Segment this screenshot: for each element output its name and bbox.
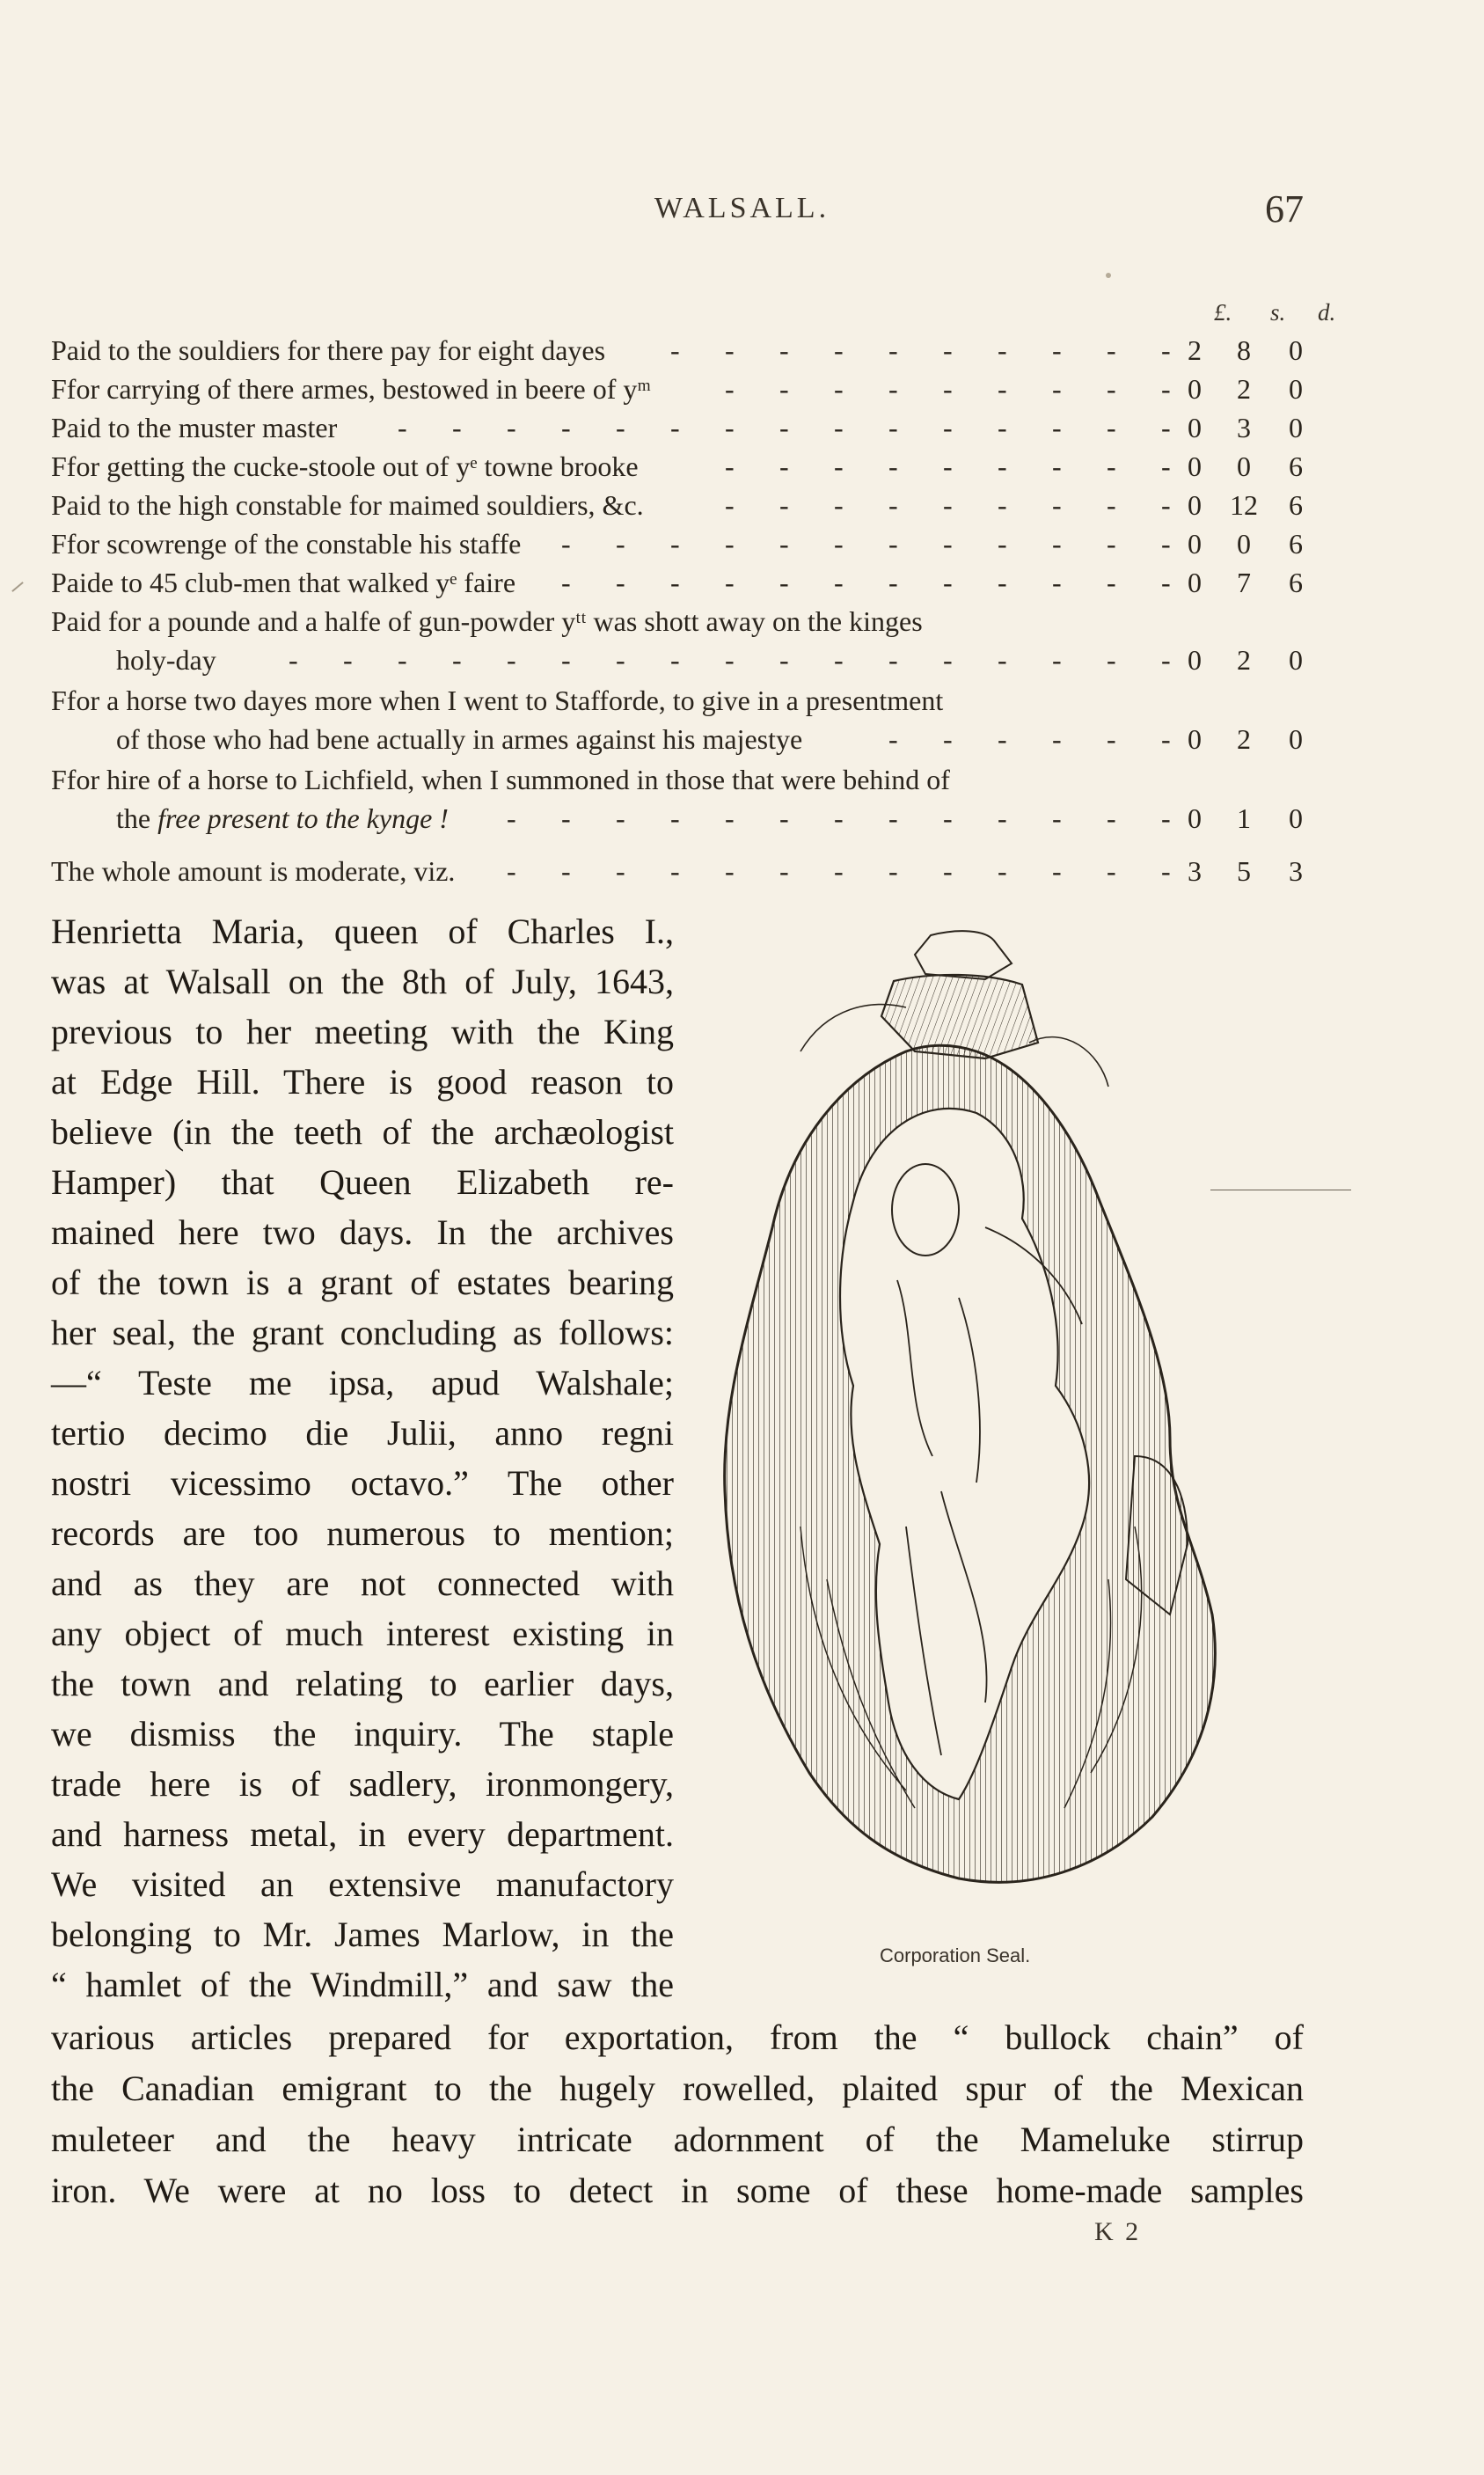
pounds-value: 0 [1188,802,1202,834]
pence-value: 6 [1289,567,1303,598]
dash: - [998,412,1007,443]
dash: - [888,567,898,598]
dash: - [998,489,1007,521]
dash: - [1107,855,1116,887]
page-number: 67 [1265,187,1304,231]
dash: - [1161,644,1171,676]
dash: - [616,528,625,560]
dash: - [1107,373,1116,405]
dash: - [1052,802,1062,834]
dash: - [1107,567,1116,598]
dash: - [1052,412,1062,443]
dash: - [561,528,571,560]
account-description: Ffor hire of a horse to Lichfield, when I summoned in those that were behind of [51,764,950,795]
account-description: Paid for a pounde and a halfe of gun-powder yᵗᵗ was shott away on the kinges [51,605,923,637]
dash: - [943,450,953,482]
dash: - [670,334,680,366]
dash: - [943,528,953,560]
body-text-line: Henrietta Maria, queen of Charles I., [51,912,674,951]
dash: - [1052,855,1062,887]
body-text-line: We visited an extensive manufactory [51,1864,674,1904]
ink-speck [1106,273,1111,278]
dash: - [888,412,898,443]
dash: - [834,644,844,676]
pence-value: 6 [1289,489,1303,521]
total-row [51,853,1303,889]
dash: - [1052,567,1062,598]
dash: - [725,855,735,887]
dash: - [1107,644,1116,676]
dash: - [616,412,625,443]
body-text-line: belonging to Mr. James Marlow, in the [51,1915,674,1954]
dash: - [507,412,516,443]
account-description-continued: of those who had bene actually in armes against his majestye [116,723,803,755]
body-text-line: muleteer and the heavy intricate adornment of the Mameluke stirrup [51,2120,1304,2159]
description-italic: free present to the kynge ! [157,802,449,834]
account-row [51,449,1303,484]
account-row [51,410,1303,445]
account-row [51,371,1303,406]
pence-header: d. [1318,299,1336,326]
dash: - [888,489,898,521]
dash: - [943,567,953,598]
dash: - [507,855,516,887]
dash: - [1107,412,1116,443]
shillings-value: 12 [1230,489,1258,521]
dash: - [834,528,844,560]
description-prefix: the [116,802,158,834]
dash: - [888,334,898,366]
dash: - [452,412,462,443]
dash: - [398,412,407,443]
account-row-continued [51,642,1303,677]
shillings-value: 2 [1237,644,1251,676]
dash: - [834,802,844,834]
body-text-line: her seal, the grant concluding as follows: [51,1313,674,1352]
shillings-value: 8 [1237,334,1251,366]
dash: - [888,528,898,560]
shillings-value: 7 [1237,567,1251,598]
account-row [51,333,1303,368]
figure-caption: Corporation Seal. [880,1944,1031,1966]
dash: - [670,802,680,834]
dash: - [725,334,735,366]
body-text-line: was at Walsall on the 8th of July, 1643, [51,962,674,1001]
body-text-line: the Canadian emigrant to the hugely rowelled, plaited spur of the Mexican [51,2069,1304,2108]
dash: - [888,644,898,676]
margin-mark [11,582,24,592]
dash: - [670,528,680,560]
dash: - [725,567,735,598]
body-text-line: of the town is a grant of estates bearing [51,1263,674,1302]
dash: - [779,528,789,560]
dash: - [289,644,298,676]
dash: - [1161,373,1171,405]
dash: - [888,450,898,482]
running-header [0,187,1484,236]
dash: - [1161,489,1171,521]
dash: - [943,489,953,521]
total-label: The whole amount is moderate, viz. [51,855,456,887]
dash: - [1161,802,1171,834]
body-text-line: “ hamlet of the Windmill,” and saw the [51,1965,674,2004]
pounds-value: 0 [1188,723,1202,755]
body-text-line: believe (in the teeth of the archæologist [51,1112,674,1152]
pounds-value: 0 [1188,644,1202,676]
dash: - [779,644,789,676]
running-title: WALSALL. [654,192,830,224]
shillings-value: 5 [1237,855,1251,887]
account-description-continued: holy-day [116,644,216,676]
dash: - [779,412,789,443]
body-text-line: previous to her meeting with the King [51,1012,674,1051]
pounds-value: 0 [1188,528,1202,560]
dash: - [1052,644,1062,676]
account-description: Paid to the muster master [51,412,338,443]
dash: - [1107,489,1116,521]
dash: - [725,450,735,482]
body-text-line: various articles prepared for exportation, from the “ bullock chain” of [51,2017,1304,2057]
pounds-value: 0 [1188,489,1202,521]
dash: - [834,373,844,405]
dash: - [561,855,571,887]
dash: - [1161,528,1171,560]
dash: - [998,567,1007,598]
shillings-value: 1 [1237,802,1251,834]
dash: - [670,567,680,598]
wide-text-block [51,2012,1304,2216]
dash: - [888,802,898,834]
dash: - [998,334,1007,366]
dash: - [507,802,516,834]
corporation-seal-figure [695,911,1240,1966]
body-text-line: Hamper) that Queen Elizabeth re- [51,1162,674,1202]
shillings-value: 0 [1237,450,1251,482]
dash: - [561,644,571,676]
dash: - [998,450,1007,482]
dash: - [616,855,625,887]
pounds-value: 0 [1188,450,1202,482]
pounds-value: 0 [1188,412,1202,443]
dash: - [998,644,1007,676]
dash: - [561,802,571,834]
dash: - [725,373,735,405]
dash: - [616,644,625,676]
body-text-line: the town and relating to earlier days, [51,1664,674,1703]
account-description: Paid to the high constable for maimed souldiers, &c. [51,489,644,521]
pence-value: 0 [1289,802,1303,834]
pence-value: 6 [1289,528,1303,560]
dash: - [398,644,407,676]
dash: - [507,644,516,676]
dash: - [779,489,789,521]
dash: - [943,855,953,887]
dash: - [779,802,789,834]
body-text-line: tertio decimo die Julii, anno regni [51,1413,674,1453]
dash: - [1161,855,1171,887]
dash: - [1161,567,1171,598]
dash: - [943,723,953,755]
dash: - [670,412,680,443]
account-row [51,762,1300,797]
account-description: Ffor scowrenge of the constable his staffe [51,528,522,560]
dash: - [670,644,680,676]
body-text-line: and harness metal, in every department. [51,1814,674,1854]
shillings-value: 3 [1237,412,1251,443]
body-text-line: iron. We were at no loss to detect in some of these home-made samples [51,2171,1304,2210]
pence-value: 0 [1289,373,1303,405]
pence-value: 0 [1289,723,1303,755]
body-text-line: records are too numerous to mention; [51,1513,674,1553]
account-description-continued [116,801,449,836]
body-text-line: nostri vicessimo octavo.” The other [51,1463,674,1503]
dash: - [1107,802,1116,834]
dash: - [888,373,898,405]
account-row-continued [51,801,1303,836]
dash: - [1107,528,1116,560]
dash: - [1107,723,1116,755]
dash: - [834,412,844,443]
account-description: Ffor a horse two dayes more when I went to Stafforde, to give in a presentment [51,685,944,716]
pounds-value: 3 [1188,855,1202,887]
dash: - [616,567,625,598]
body-text-line: mained here two days. In the archives [51,1212,674,1252]
account-description: Ffor getting the cucke-stoole out of yᵉ towne brooke [51,450,639,482]
dash: - [943,373,953,405]
pounds-value: 0 [1188,373,1202,405]
dash: - [943,644,953,676]
dash: - [1161,412,1171,443]
dash: - [1052,723,1062,755]
dash: - [1052,373,1062,405]
account-description: Paid to the souldiers for there pay for eight dayes [51,334,606,366]
dash: - [1052,489,1062,521]
account-row [51,565,1303,600]
dash: - [943,412,953,443]
dash: - [1107,334,1116,366]
pounds-value: 2 [1188,334,1202,366]
dash: - [343,644,353,676]
dash: - [561,412,571,443]
shillings-value: 2 [1237,373,1251,405]
pence-value: 0 [1289,412,1303,443]
dash: - [834,567,844,598]
dash: - [779,855,789,887]
seal-engraving [695,911,1240,1966]
pence-value: 0 [1289,334,1303,366]
account-row-continued [51,721,1303,757]
pence-value: 3 [1289,855,1303,887]
dash: - [998,528,1007,560]
dash: - [834,450,844,482]
dash: - [725,802,735,834]
dash: - [779,373,789,405]
dash: - [943,334,953,366]
dash: - [888,723,898,755]
signature-mark: K 2 [1094,2217,1142,2246]
account-row [51,683,1300,718]
dash: - [1107,450,1116,482]
dash: - [779,334,789,366]
dash: - [1161,723,1171,755]
dash: - [561,567,571,598]
body-text-line: —“ Teste me ipsa, apud Walshale; [51,1363,674,1402]
dash: - [998,723,1007,755]
dash: - [725,412,735,443]
dash: - [1052,334,1062,366]
dash: - [998,373,1007,405]
dash: - [1052,528,1062,560]
pence-value: 0 [1289,644,1303,676]
dash: - [834,489,844,521]
dash: - [725,489,735,521]
dash: - [834,334,844,366]
narrow-text-column [51,906,674,2010]
dash: - [998,802,1007,834]
shillings-value: 2 [1237,723,1251,755]
dash: - [998,855,1007,887]
dash: - [943,802,953,834]
pounds-value: 0 [1188,567,1202,598]
dash: - [616,802,625,834]
account-row [51,526,1303,561]
dash: - [670,855,680,887]
account-row [51,604,1300,639]
account-description: Ffor carrying of there armes, bestowed in beere of yᵐ [51,373,652,405]
dash: - [725,528,735,560]
dash: - [452,644,462,676]
dash: - [1161,450,1171,482]
body-text-line: any object of much interest existing in [51,1614,674,1653]
body-text-line: at Edge Hill. There is good reason to [51,1062,674,1102]
body-text-line: we dismiss the inquiry. The staple [51,1714,674,1754]
account-description: Paide to 45 club-men that walked yᵉ faire [51,567,516,598]
body-text-line: and as they are not connected with [51,1563,674,1603]
body-text-line: trade here is of sadlery, ironmongery, [51,1764,674,1804]
dash: - [779,567,789,598]
dash: - [888,855,898,887]
dash: - [725,644,735,676]
shillings-value: 0 [1237,528,1251,560]
dash: - [1052,450,1062,482]
shillings-header: s. [1270,299,1286,326]
pounds-header: £. [1214,299,1232,326]
account-row [51,487,1303,523]
pence-value: 6 [1289,450,1303,482]
dash: - [779,450,789,482]
dash: - [1161,334,1171,366]
dash: - [834,855,844,887]
